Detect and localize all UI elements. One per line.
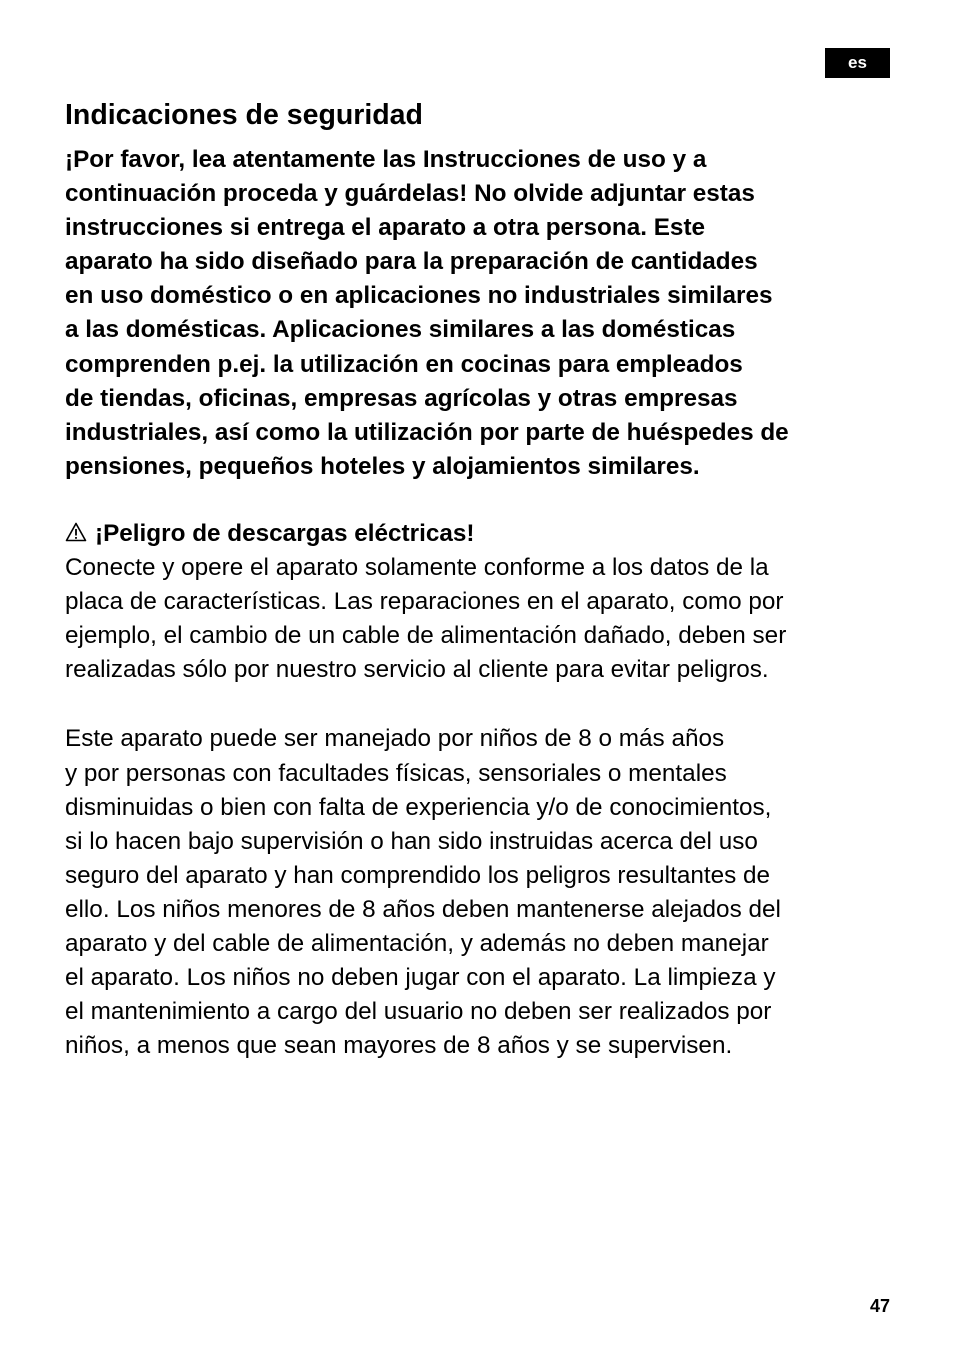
children-line: aparato y del cable de alimentación, y además no deben manejar xyxy=(65,929,769,957)
children-line: el mantenimiento a cargo del usuario no deben ser realizados por xyxy=(65,998,772,1026)
warning-triangle-icon xyxy=(65,522,87,542)
intro-paragraph xyxy=(65,143,905,484)
language-badge: es xyxy=(825,48,890,78)
intro-line: instrucciones si entrega el aparato a otra persona. Este xyxy=(65,214,706,242)
safety-section xyxy=(65,96,905,1063)
intro-line: industriales, así como la utilización por parte de huéspedes de xyxy=(65,418,789,446)
children-line: ello. Los niños menores de 8 años deben mantenerse alejados del xyxy=(65,895,781,923)
intro-line: continuación proceda y guárdelas! No olvide adjuntar estas xyxy=(65,180,755,208)
intro-line: de tiendas, oficinas, empresas agrícolas y otras empresas xyxy=(65,384,738,412)
electric-shock-warning xyxy=(65,517,905,687)
children-line: si lo hacen bajo supervisión o han sido instruidas acerca del uso xyxy=(65,827,758,855)
warning-heading-text: ¡Peligro de descargas eléctricas! xyxy=(95,519,475,547)
warning-heading xyxy=(65,517,905,551)
children-line: disminuidas o bien con falta de experiencia y/o de conocimientos, xyxy=(65,793,772,821)
children-line: Este aparato puede ser manejado por niños de 8 o más años xyxy=(65,725,725,753)
children-line: niños, a menos que sean mayores de 8 años y se supervisen. xyxy=(65,1032,733,1060)
children-line: seguro del aparato y han comprendido los peligros resultantes de xyxy=(65,861,771,889)
intro-line: aparato ha sido diseñado para la preparación de cantidades xyxy=(65,248,758,276)
intro-line: ¡Por favor, lea atentamente las Instrucciones de uso y a xyxy=(65,146,707,173)
intro-line: a las domésticas. Aplicaciones similares a las domésticas xyxy=(65,316,736,344)
warning-line: Conecte y opere el aparato solamente conforme a los datos de la xyxy=(65,554,769,582)
warning-line: realizadas sólo por nuestro servicio al cliente para evitar peligros. xyxy=(65,656,769,684)
page-title: Indicaciones de seguridad xyxy=(65,99,423,131)
warning-line: ejemplo, el cambio de un cable de alimentación dañado, deben ser xyxy=(65,622,787,650)
warning-line: placa de características. Las reparaciones en el aparato, como por xyxy=(65,588,784,616)
intro-line: en uso doméstico o en aplicaciones no industriales similares xyxy=(65,282,773,310)
page-number: 47 xyxy=(869,1296,890,1316)
intro-line: pensiones, pequeños hoteles y alojamientos similares. xyxy=(65,452,700,480)
children-line: y por personas con facultades físicas, sensoriales o mentales xyxy=(65,759,727,787)
children-paragraph xyxy=(65,722,905,1063)
intro-line: comprenden p.ej. la utilización en cocinas para empleados xyxy=(65,350,743,378)
children-line: el aparato. Los niños no deben jugar con el aparato. La limpieza y xyxy=(65,964,776,992)
